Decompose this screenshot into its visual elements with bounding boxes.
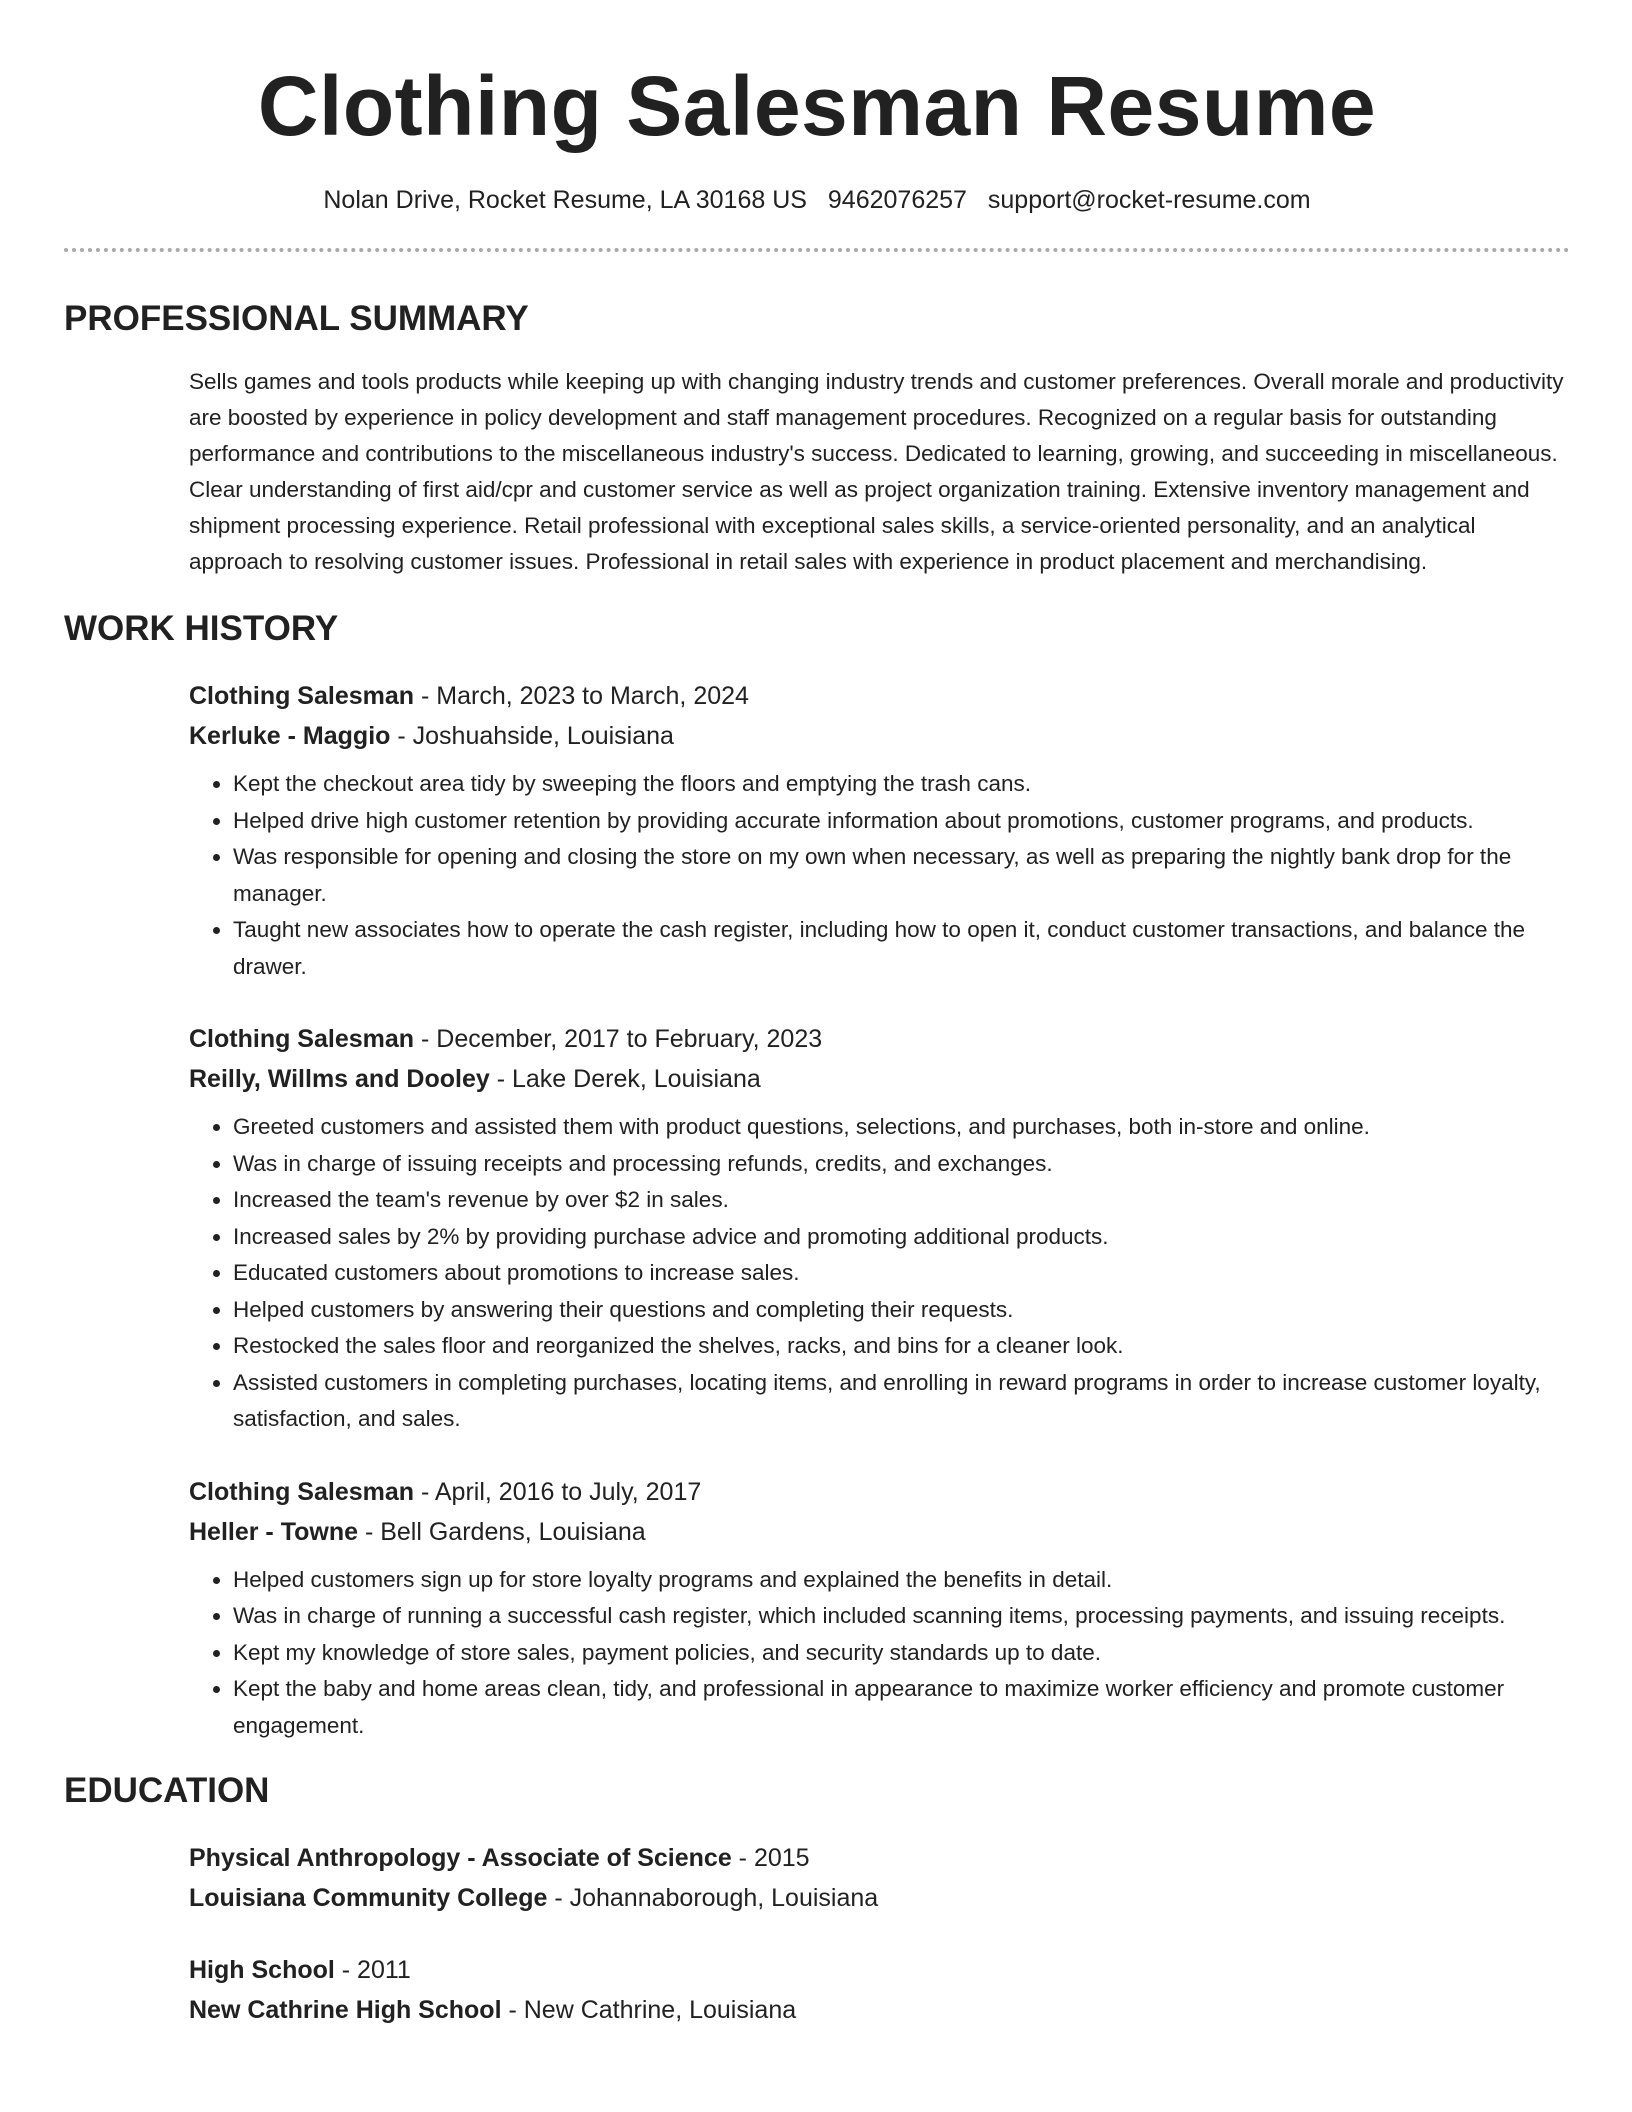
job-entry <box>189 1019 1570 1438</box>
job-entry <box>189 676 1570 985</box>
job-duty: • Was responsible for opening and closing the store on my own when necessary, as well as preparing the nightly bank drop for the manager. <box>233 839 1570 912</box>
job-duty: • Was in charge of running a successful cash register, which included scanning items, processing payments, and issuing receipts. <box>233 1598 1570 1635</box>
contact-email: support@rocket-resume.com <box>987 186 1311 214</box>
job-company-line <box>189 1512 1570 1552</box>
job-duty: • Taught new associates how to operate the cash register, including how to open it, conduct customer transactions, and balance the drawer. <box>233 912 1570 985</box>
education-degree: High School <box>189 1956 335 1984</box>
job-duty: • Helped drive high customer retention by providing accurate information about promotions, customer programs, and products. <box>233 803 1570 840</box>
education-location: - New Cathrine, Louisiana <box>501 1996 797 2024</box>
job-location: - Bell Gardens, Louisiana <box>358 1517 646 1546</box>
section-title-education: EDUCATION <box>64 1771 270 1810</box>
contact-line <box>64 184 1570 216</box>
education-degree-line <box>189 1838 1570 1878</box>
section-title-summary: PROFESSIONAL SUMMARY <box>64 299 529 338</box>
job-duties-list <box>189 1109 1570 1438</box>
resume-title: Clothing Salesman Resume <box>257 59 1377 153</box>
job-duty: • Helped customers sign up for store loyalty programs and explained the benefits in detail. <box>233 1562 1570 1599</box>
contact-address: Nolan Drive, Rocket Resume, LA 30168 US <box>323 186 807 214</box>
job-duty: • Kept the checkout area tidy by sweeping the floors and emptying the trash cans. <box>233 766 1570 803</box>
job-dates: - December, 2017 to February, 2023 <box>414 1025 823 1053</box>
education-school-line <box>189 1878 1570 1918</box>
job-role-line <box>189 1019 1570 1059</box>
education-school: Louisiana Community College <box>189 1884 548 1912</box>
job-company-line <box>189 1059 1570 1099</box>
job-location: - Lake Derek, Louisiana <box>489 1065 761 1093</box>
job-company: Reilly, Willms and Dooley <box>189 1065 490 1093</box>
job-location: - Joshuahside, Louisiana <box>390 722 674 750</box>
job-duty: • Kept my knowledge of store sales, payment policies, and security standards up to date. <box>233 1635 1570 1672</box>
job-dates: - March, 2023 to March, 2024 <box>414 682 749 710</box>
job-company: Kerluke - Maggio <box>189 722 391 750</box>
resume-page <box>64 0 1570 2030</box>
job-duties-list <box>189 766 1570 985</box>
education-location: - Johannaborough, Louisiana <box>547 1884 879 1912</box>
job-role: Clothing Salesman <box>189 1025 415 1053</box>
job-role: Clothing Salesman <box>189 1477 415 1506</box>
job-duty: • Assisted customers in completing purchases, locating items, and enrolling in reward programs in order to increase customer loyalty, satisfaction, and sales. <box>233 1365 1570 1438</box>
job-duty: • Restocked the sales floor and reorganized the shelves, racks, and bins for a cleaner look. <box>233 1328 1570 1365</box>
summary-text: Sells games and tools products while keeping up with changing industry trends and customer preferences. Overall morale and productivity are boosted by experience in policy development and staff management procedures. Recognized on a regular basis for outstanding performance and contributions to the miscellaneous industry's success. Dedicated to learning, growing, and succeeding in miscellaneous. Clear understanding of first aid/cpr and customer service as well as project organization training. Extensive inventory management and shipment processing experience. Retail professional with exceptional sales skills, a service-oriented personality, and an analytical approach to resolving customer issues. Professional in retail sales with experience in product placement and merchandising. <box>189 369 1564 574</box>
education-entry <box>189 1950 1570 2030</box>
job-entry <box>189 1472 1570 1745</box>
job-duty: • Increased sales by 2% by providing purchase advice and promoting additional products. <box>233 1219 1570 1256</box>
job-duty: • Greeted customers and assisted them with product questions, selections, and purchases, both in-store and online. <box>233 1109 1570 1146</box>
education-entry <box>189 1838 1570 1918</box>
job-duty: • Was in charge of issuing receipts and processing refunds, credits, and exchanges. <box>233 1146 1570 1183</box>
job-duty: • Kept the baby and home areas clean, tidy, and professional in appearance to maximize worker efficiency and promote customer engagement. <box>233 1671 1570 1744</box>
job-role-line <box>189 676 1570 716</box>
education-school: New Cathrine High School <box>189 1996 502 2024</box>
education-school-line <box>189 1990 1570 2030</box>
education-degree-line <box>189 1950 1570 1990</box>
job-role: Clothing Salesman <box>189 682 415 710</box>
contact-phone: 9462076257 <box>827 186 967 214</box>
job-role-line <box>189 1472 1570 1512</box>
job-company-line <box>189 716 1570 756</box>
job-duties-list <box>189 1562 1570 1745</box>
education-degree: Physical Anthropology - Associate of Science <box>189 1844 732 1872</box>
job-dates: - April, 2016 to July, 2017 <box>414 1477 702 1506</box>
job-duty: • Helped customers by answering their questions and completing their requests. <box>233 1292 1570 1329</box>
education-year: - 2015 <box>731 1844 810 1872</box>
education-year: - 2011 <box>334 1956 411 1984</box>
job-company: Heller - Towne <box>189 1517 359 1546</box>
job-duty: • Increased the team's revenue by over $2 in sales. <box>233 1182 1570 1219</box>
section-title-work-history: WORK HISTORY <box>64 609 339 648</box>
job-duty: • Educated customers about promotions to increase sales. <box>233 1255 1570 1292</box>
header-divider <box>64 248 1570 252</box>
